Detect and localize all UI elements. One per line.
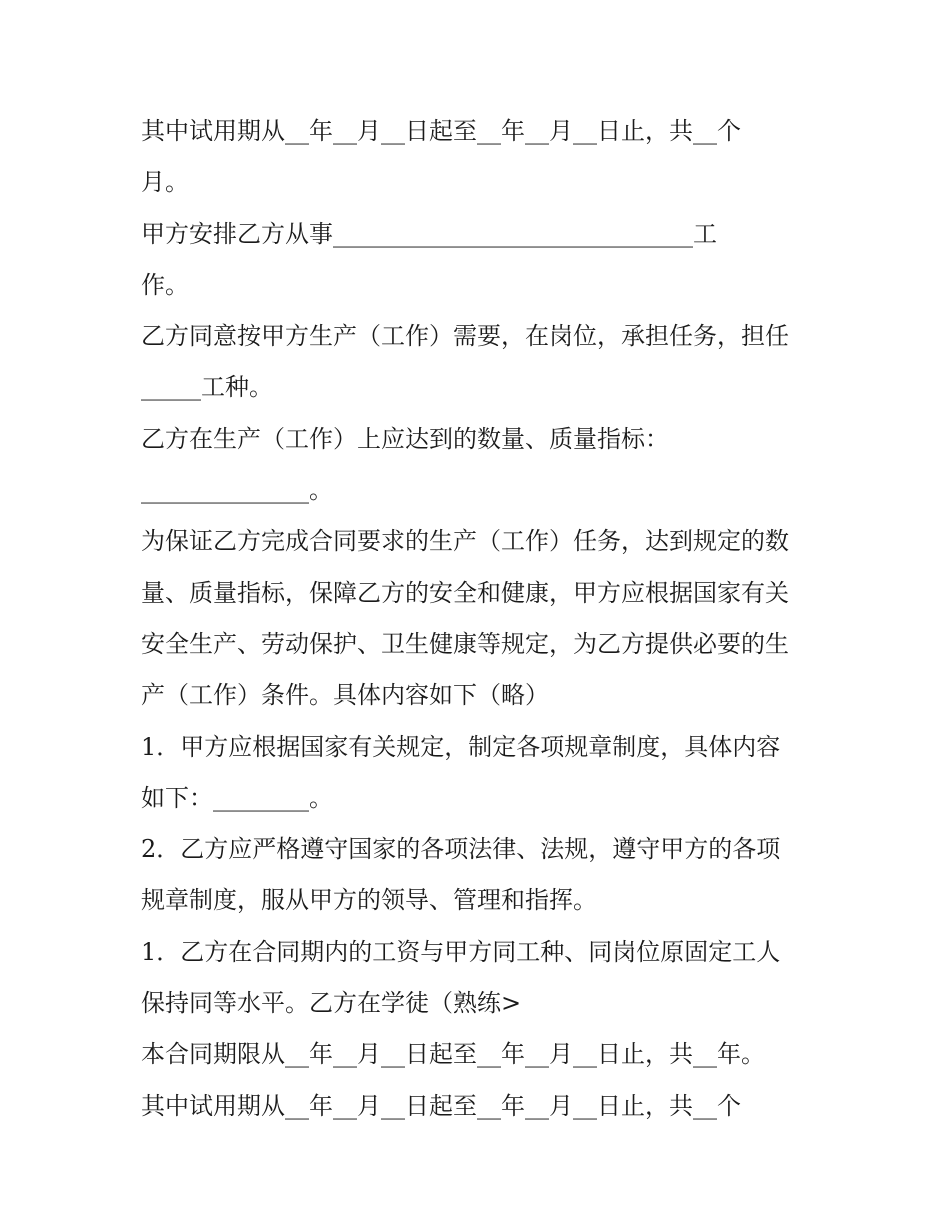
text-line: 其中试用期从__年__月__日起至__年__月__日止，共__个: [141, 117, 741, 145]
text-line: 1．甲方应根据国家有关规定，制定各项规章制度，具体内容: [141, 732, 781, 761]
text-line: 月。: [141, 168, 189, 197]
text-line: 作。: [141, 270, 189, 299]
text-line: 甲方安排乙方从事______________________________工: [141, 219, 717, 248]
text-line: 产（工作）条件。具体内容如下（略）: [141, 681, 549, 710]
text-line: 保持同等水平。乙方在学徒（熟练>: [141, 989, 522, 1018]
text-line: 如下：________。: [141, 783, 333, 812]
text-line: ______________。: [141, 476, 333, 505]
document-body: [141, 106, 831, 1132]
text-line: 本合同期限从__年__月__日起至__年__月__日止，共__年。: [141, 1040, 765, 1069]
text-line: 2．乙方应严格遵守国家的各项法律、法规，遵守甲方的各项: [141, 835, 781, 864]
text-line: 量、质量指标，保障乙方的安全和健康，甲方应根据国家有关: [141, 578, 789, 607]
text-line: 其中试用期从__年__月__日起至__年__月__日止，共__个: [141, 1091, 741, 1120]
text-line: 乙方在生产（工作）上应达到的数量、质量指标：: [141, 424, 669, 453]
text-line: 为保证乙方完成合同要求的生产（工作）任务，达到规定的数: [141, 527, 789, 556]
text-line: _____工种。: [141, 373, 273, 402]
text-line: 安全生产、劳动保护、卫生健康等规定，为乙方提供必要的生: [141, 629, 789, 658]
text-line: 1．乙方在合同期内的工资与甲方同工种、同岗位原固定工人: [141, 937, 781, 966]
text-line: 乙方同意按甲方生产（工作）需要，在岗位，承担任务，担任: [141, 322, 789, 351]
text-line: 规章制度，服从甲方的领导、管理和指挥。: [141, 886, 597, 915]
